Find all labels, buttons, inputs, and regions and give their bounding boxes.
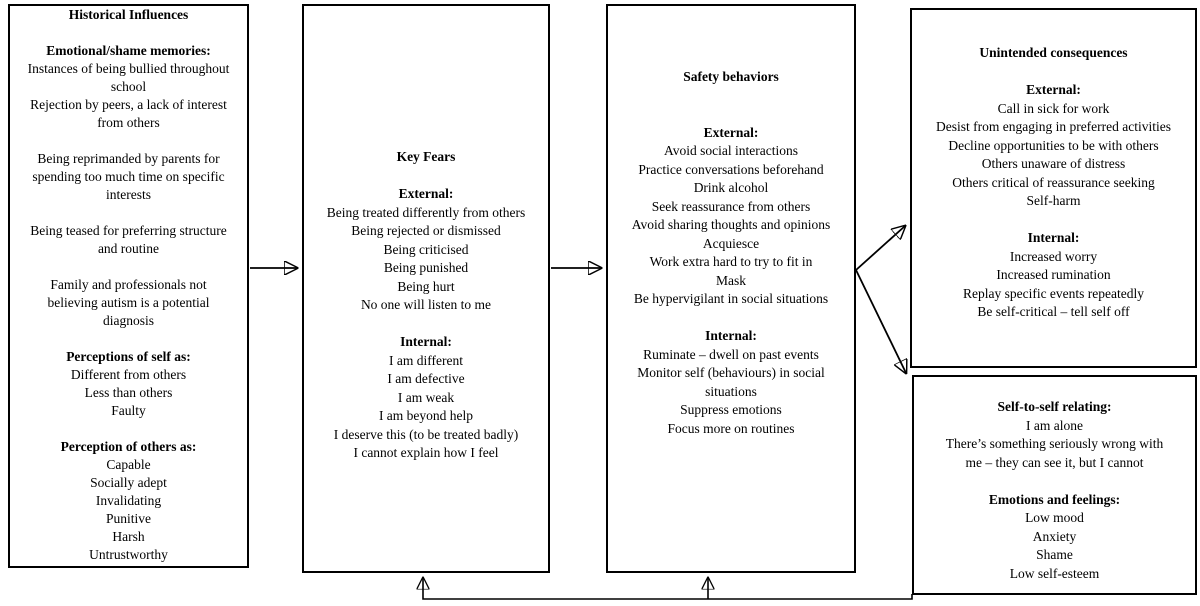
- text-line: Others unaware of distress: [981, 156, 1126, 171]
- text-line: Being rejected or dismissed: [351, 223, 501, 238]
- text-line: Invalidating: [95, 493, 162, 508]
- section-heading: External:: [398, 186, 454, 201]
- section-heading: Perception of others as:: [60, 439, 197, 454]
- text-line: Work extra hard to try to fit in: [649, 254, 813, 269]
- section-heading: Self-to-self relating:: [997, 399, 1112, 414]
- arrow-safetybehaviors-to-selftoself-icon: [856, 270, 906, 373]
- text-line: Family and professionals not: [50, 277, 207, 292]
- text-line: situations: [705, 383, 757, 399]
- text-line: Decline opportunities to be with others: [948, 137, 1159, 153]
- text-line: Self-harm: [1026, 193, 1081, 208]
- box-title: Key Fears: [396, 149, 456, 164]
- text-line: Faulty: [111, 403, 146, 418]
- text-line: Instances of being bullied throughout: [27, 61, 230, 76]
- arrow-safetybehaviors-to-unintended-icon: [856, 226, 905, 270]
- box-historical-influences: [8, 4, 249, 568]
- text-line: Replay specific events repeatedly: [962, 285, 1145, 301]
- box-title: Unintended consequences: [979, 45, 1128, 60]
- text-line: I am alone: [1026, 417, 1083, 433]
- text-line: Being reprimanded by parents for: [37, 151, 220, 166]
- box-key-fears: [302, 4, 550, 573]
- text-line: Practice conversations beforehand: [638, 161, 824, 177]
- text-line: There’s something seriously wrong with: [945, 436, 1164, 451]
- box-self-to-self: [912, 375, 1197, 595]
- section-heading: Perceptions of self as:: [66, 349, 191, 364]
- text-line: I am defective: [387, 371, 465, 386]
- text-line: Different from others: [70, 367, 187, 382]
- section-heading: External:: [703, 124, 759, 140]
- text-line: Mask: [716, 272, 746, 288]
- text-line: Others critical of reassurance seeking: [952, 174, 1155, 190]
- text-line: me – they can see it, but I cannot: [965, 454, 1144, 470]
- text-line: diagnosis: [102, 313, 154, 328]
- text-line: interests: [106, 187, 151, 202]
- text-line: Acquiesce: [702, 235, 760, 251]
- text-line: and routine: [97, 241, 160, 256]
- text-line: from others: [97, 115, 160, 130]
- section-heading: Internal:: [1027, 230, 1080, 245]
- text-line: Increased rumination: [996, 267, 1111, 282]
- section-heading: Emotions and feelings:: [988, 491, 1121, 507]
- text-line: Harsh: [112, 529, 145, 544]
- text-line: Being treated differently from others: [326, 204, 526, 220]
- text-line: I am weak: [397, 389, 455, 405]
- text-line: Anxiety: [1032, 528, 1077, 544]
- text-line: Increased worry: [1009, 248, 1098, 264]
- feedback-arrow-to-keyfears-icon: [423, 578, 912, 599]
- text-line: Capable: [106, 457, 151, 472]
- section-heading: Internal:: [400, 334, 452, 349]
- text-line: believing autism is a potential: [47, 295, 210, 310]
- text-line: Desist from engaging in preferred activities: [935, 119, 1172, 134]
- box-safety-behaviors: [606, 4, 856, 573]
- section-heading: Internal:: [705, 328, 757, 343]
- text-line: Monitor self (behaviours) in social: [637, 365, 825, 380]
- text-line: Avoid sharing thoughts and opinions: [631, 217, 831, 232]
- box-title: Historical Influences: [68, 7, 189, 22]
- text-line: Rejection by peers, a lack of interest: [30, 97, 227, 112]
- text-line: Be self-critical – tell self off: [977, 304, 1130, 319]
- text-line: Socially adept: [90, 475, 167, 490]
- text-line: I am different: [389, 352, 463, 368]
- text-line: No one will listen to me: [360, 297, 492, 312]
- box-title: Safety behaviors: [683, 69, 779, 84]
- box-unintended-consequences: [910, 8, 1197, 368]
- text-line: Suppress emotions: [680, 402, 782, 417]
- text-line: Less than others: [84, 385, 173, 400]
- text-line: Shame: [1036, 547, 1073, 562]
- text-line: I am beyond help: [378, 408, 474, 423]
- text-line: Be hypervigilant in social situations: [633, 291, 829, 306]
- text-line: Avoid social interactions: [664, 143, 798, 158]
- text-line: Drink alcohol: [693, 180, 769, 195]
- text-line: Being criticised: [383, 241, 469, 257]
- text-line: Low mood: [1025, 510, 1084, 525]
- text-line: Focus more on routines: [667, 420, 795, 436]
- text-line: Call in sick for work: [997, 100, 1110, 116]
- text-line: Untrustworthy: [89, 547, 168, 562]
- text-line: I deserve this (to be treated badly): [333, 426, 519, 442]
- section-heading: External:: [1026, 82, 1081, 97]
- text-line: Punitive: [105, 511, 151, 526]
- text-line: Being punished: [383, 260, 469, 275]
- text-line: I cannot explain how I feel: [353, 445, 499, 460]
- text-line: Seek reassurance from others: [651, 198, 811, 214]
- section-heading: Emotional/shame memories:: [46, 43, 211, 58]
- text-line: spending too much time on specific: [32, 169, 225, 184]
- text-line: Being teased for preferring structure: [30, 223, 227, 238]
- text-line: school: [110, 79, 147, 94]
- text-line: Being hurt: [397, 278, 455, 294]
- text-line: Ruminate – dwell on past events: [643, 346, 819, 362]
- text-line: Low self-esteem: [1009, 565, 1100, 581]
